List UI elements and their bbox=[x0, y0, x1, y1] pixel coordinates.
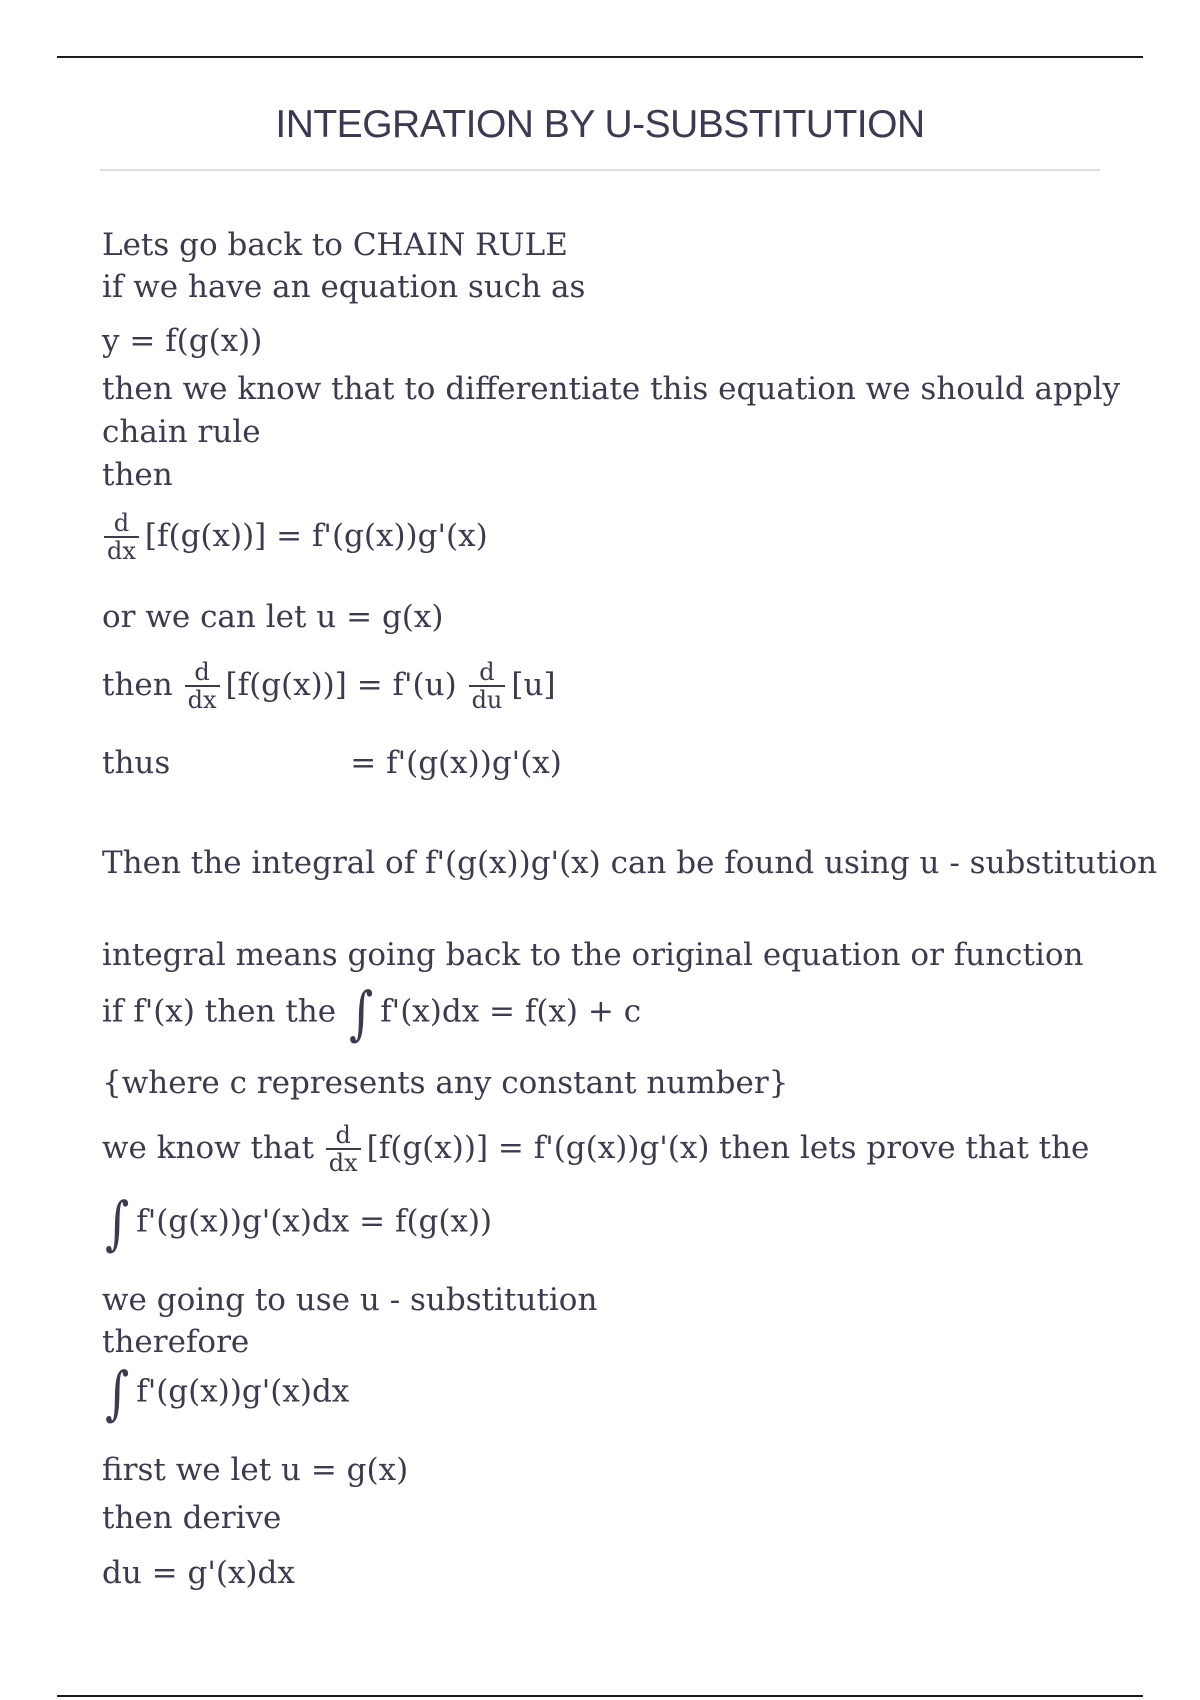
equation-prefix: we know that bbox=[102, 1130, 314, 1167]
integral-sign: ∫ bbox=[105, 1189, 130, 1257]
fraction-denominator: du bbox=[469, 685, 506, 713]
equation-prefix: then bbox=[102, 667, 173, 704]
text-line: if we have an equation such as bbox=[102, 269, 586, 305]
equation-line: du = g'(x)dx bbox=[102, 1555, 295, 1591]
fraction-numerator: d bbox=[194, 658, 210, 686]
equation-text: [u] bbox=[511, 667, 556, 704]
text-line: therefore bbox=[102, 1324, 250, 1360]
bottom-rule bbox=[57, 1695, 1143, 1697]
integral-definition bbox=[102, 979, 642, 1047]
text-line: chain rule bbox=[102, 414, 261, 450]
integral-sign: ∫ bbox=[349, 979, 374, 1047]
equation-text: = f'(g(x))g'(x) bbox=[350, 745, 562, 781]
equation-prefix: if f'(x) then the bbox=[102, 993, 337, 1030]
equation-text: [f(g(x))] = f'(g(x))g'(x) then lets prove that the bbox=[366, 1130, 1090, 1167]
substitution-equation bbox=[102, 660, 556, 713]
text-line: or we can let u = g(x) bbox=[102, 599, 444, 635]
derivative-fraction bbox=[104, 511, 139, 564]
title-divider bbox=[100, 169, 1100, 171]
text-line: Then the integral of f'(g(x))g'(x) can be found using u - substitution bbox=[102, 845, 1158, 881]
top-rule bbox=[57, 56, 1143, 58]
fraction-numerator: d bbox=[479, 658, 495, 686]
text-line: then we know that to differentiate this equation we should apply bbox=[102, 371, 1121, 407]
equation-text: f'(x)dx = f(x) + c bbox=[380, 993, 642, 1030]
derivative-fraction bbox=[185, 660, 220, 713]
fraction-numerator: d bbox=[113, 509, 130, 537]
text-line: integral means going back to the original equation or function bbox=[102, 937, 1084, 973]
integral-expression bbox=[102, 1359, 350, 1427]
derivative-fraction bbox=[326, 1123, 361, 1176]
equation-text: f'(g(x))g'(x)dx = f(g(x)) bbox=[136, 1203, 493, 1240]
fraction-denominator: dx bbox=[185, 685, 220, 713]
text-line: we going to use u - substitution bbox=[102, 1282, 598, 1318]
equation-line: y = f(g(x)) bbox=[102, 323, 263, 359]
text-line: first we let u = g(x) bbox=[102, 1452, 409, 1488]
equation-prefix: thus bbox=[102, 745, 171, 781]
text-line: Lets go back to CHAIN RULE bbox=[102, 227, 568, 263]
derivative-fraction-u bbox=[469, 660, 506, 713]
chain-rule-equation bbox=[102, 511, 488, 564]
text-line: then bbox=[102, 457, 173, 493]
integral-sign: ∫ bbox=[105, 1359, 130, 1427]
fraction-denominator: dx bbox=[104, 536, 139, 564]
fraction-denominator: dx bbox=[326, 1148, 361, 1176]
equation-text: [f(g(x))] = f'(g(x))g'(x) bbox=[144, 518, 488, 555]
equation-text: f'(g(x))g'(x)dx bbox=[136, 1373, 350, 1410]
page-title: INTEGRATION BY U-SUBSTITUTION bbox=[275, 103, 925, 146]
text-line: {where c represents any constant number} bbox=[102, 1065, 789, 1101]
text-line: then derive bbox=[102, 1500, 282, 1536]
integral-equation bbox=[102, 1189, 493, 1257]
result-equation bbox=[102, 745, 562, 781]
fraction-numerator: d bbox=[335, 1121, 351, 1149]
proof-statement bbox=[102, 1123, 1089, 1176]
equation-text: [f(g(x))] = f'(u) bbox=[225, 667, 457, 704]
